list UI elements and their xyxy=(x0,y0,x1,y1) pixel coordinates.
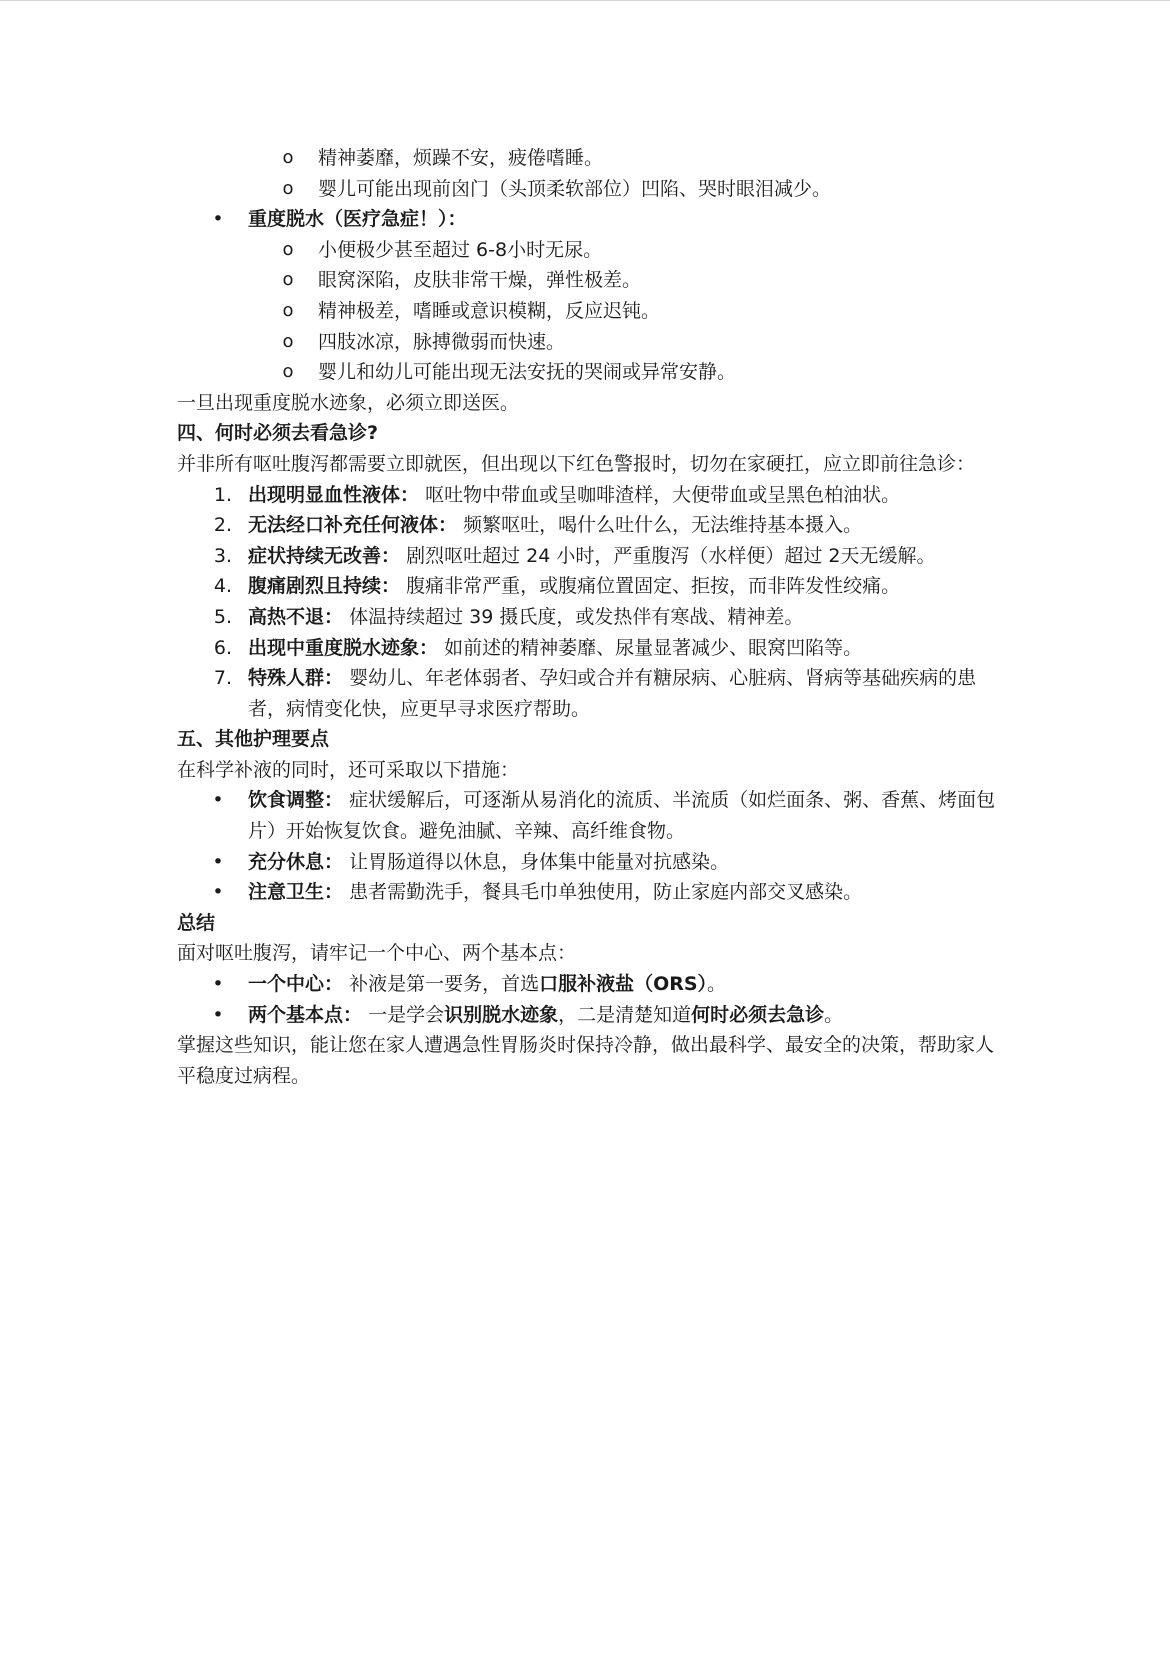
list-item xyxy=(177,357,997,388)
list-item xyxy=(177,785,997,846)
list-item-text: 剧烈呕吐超过 24 小时，严重腹泻（水样便）超过 2天无缓解。 xyxy=(406,544,936,567)
list-item-text: 小便极少甚至超过 6-8小时无尿。 xyxy=(318,238,603,261)
circle-bullet-icon: o xyxy=(282,299,294,321)
circle-bullet-icon: o xyxy=(282,269,294,291)
list-item-text: 症状缓解后，可逐渐从易消化的流质、半流质（如烂面条、粥、香蕉、烤面包片）开始恢复饮食。避免油腻、辛辣、高纤维食物。 xyxy=(248,789,996,843)
bullet-icon: • xyxy=(212,973,224,996)
list-item-text: 频繁呕吐，喝什么吐什么，无法维持基本摄入。 xyxy=(463,514,863,537)
list-item-text: 患者需勤洗手，餐具毛巾单独使用，防止家庭内部交叉感染。 xyxy=(349,881,863,904)
list-item-text: 一是学会 xyxy=(368,1003,445,1026)
list-item xyxy=(177,877,997,908)
circle-bullet-icon: o xyxy=(282,177,294,199)
list-item-text: 如前述的精神萎靡、尿量显著减少、眼窝凹陷等。 xyxy=(444,636,863,659)
circle-bullet-icon: o xyxy=(282,361,294,383)
severe-dehydration-list xyxy=(177,235,997,388)
summary-list xyxy=(177,969,997,1030)
list-item-text: 体温持续超过 39 摄氏度，或发热伴有寒战、精神差。 xyxy=(349,605,804,628)
list-item-text: 四肢冰凉，脉搏微弱而快速。 xyxy=(318,330,566,353)
list-item-text: 婴幼儿、年老体弱者、孕妇或合并有糖尿病、心脏病、肾病等基础疾病的患者，病情变化快，应更早寻求医疗帮助。 xyxy=(248,667,977,720)
list-number: 4. xyxy=(213,575,232,598)
bullet-icon: • xyxy=(212,850,224,873)
ors-highlight: 口服补液盐（ORS） xyxy=(539,973,708,996)
section-4-heading: 四、何时必须去看急诊? xyxy=(177,422,379,445)
emergency-signs-list xyxy=(177,480,997,725)
list-item-label: 无法经口补充任何液体： xyxy=(248,514,458,537)
list-item-label: 一个中心： xyxy=(248,973,344,996)
list-item-text: 补液是第一要务，首选 xyxy=(349,973,540,996)
list-item xyxy=(177,296,997,327)
bullet-icon: • xyxy=(212,789,224,812)
list-number: 1. xyxy=(213,483,232,506)
list-item-label: 注意卫生： xyxy=(248,881,344,904)
list-item-label: 充分休息： xyxy=(248,850,344,873)
list-item xyxy=(177,541,997,572)
moderate-dehydration-list xyxy=(177,143,997,204)
list-item-text: 让胃肠道得以休息，身体集中能量对抗感染。 xyxy=(349,850,730,873)
list-item-text: 眼窝深陷，皮肤非常干燥，弹性极差。 xyxy=(318,269,642,292)
list-item-text: 。 xyxy=(707,973,727,996)
list-item xyxy=(177,663,997,724)
list-item xyxy=(177,174,997,205)
list-item-text: 呕吐物中带血或呈咖啡渣样，大便带血或呈黑色柏油状。 xyxy=(425,483,901,506)
severe-dehydration-note: 一旦出现重度脱水迹象，必须立即送医。 xyxy=(177,391,520,414)
bullet-icon: • xyxy=(212,208,224,231)
section-4-intro: 并非所有呕吐腹泻都需要立即就医，但出现以下红色警报时，切勿在家硬扛，应立即前往急诊： xyxy=(177,452,976,475)
list-item-text: 婴儿可能出现前囟门（头顶柔软部位）凹陷、哭时眼泪减少。 xyxy=(318,177,832,200)
closing-paragraph: 掌握这些知识，能让您在家人遭遇急性胃肠炎时保持冷静，做出最科学、最安全的决策，帮助家人平稳度过病程。 xyxy=(177,1034,995,1087)
emergency-highlight: 何时必须去急诊 xyxy=(691,1003,825,1026)
list-number: 5. xyxy=(213,605,232,628)
list-item-text: 腹痛非常严重，或腹痛位置固定、拒按，而非阵发性绞痛。 xyxy=(406,575,901,598)
summary-intro: 面对呕吐腹泻，请牢记一个中心、两个基本点： xyxy=(177,942,577,965)
list-item-label: 饮食调整： xyxy=(248,789,344,812)
list-item xyxy=(177,969,997,1000)
list-item xyxy=(177,327,997,358)
list-item-text: ，二是清楚知道 xyxy=(558,1003,692,1026)
list-item-label: 特殊人群： xyxy=(248,667,344,690)
list-item-label: 腹痛剧烈且持续： xyxy=(248,575,401,598)
section-5-intro: 在科学补液的同时，还可采取以下措施： xyxy=(177,758,520,781)
list-item xyxy=(177,602,997,633)
list-item-text: 精神极差，嗜睡或意识模糊，反应迟钝。 xyxy=(318,299,661,322)
document-body xyxy=(177,143,997,1091)
list-number: 2. xyxy=(213,514,232,537)
list-item xyxy=(177,571,997,602)
circle-bullet-icon: o xyxy=(282,238,294,260)
list-item xyxy=(177,847,997,878)
section-5-heading: 五、其他护理要点 xyxy=(177,728,330,751)
list-number: 6. xyxy=(213,636,232,659)
list-item xyxy=(177,510,997,541)
summary-heading: 总结 xyxy=(177,911,216,934)
circle-bullet-icon: o xyxy=(282,330,294,352)
list-number: 7. xyxy=(213,667,232,690)
bullet-icon: • xyxy=(212,1003,224,1026)
list-item xyxy=(177,204,997,235)
list-item-text: 。 xyxy=(824,1003,844,1026)
dehydration-highlight: 识别脱水迹象 xyxy=(444,1003,559,1026)
list-item-label: 出现中重度脱水迹象： xyxy=(248,636,439,659)
list-item xyxy=(177,480,997,511)
severe-dehydration-section xyxy=(177,204,997,235)
list-item xyxy=(177,1000,997,1031)
bullet-icon: • xyxy=(212,881,224,904)
list-item-text: 婴儿和幼儿可能出现无法安抚的哭闹或异常安静。 xyxy=(318,361,737,384)
list-item-label: 出现明显血性液体： xyxy=(248,483,420,506)
list-item-text: 精神萎靡，烦躁不安，疲倦嗜睡。 xyxy=(318,147,604,169)
list-item-label: 高热不退： xyxy=(248,605,344,628)
list-item xyxy=(177,235,997,266)
list-item xyxy=(177,633,997,664)
list-item-label: 两个基本点： xyxy=(248,1003,363,1026)
care-tips-list xyxy=(177,785,997,907)
list-number: 3. xyxy=(213,544,232,567)
severe-dehydration-label: 重度脱水（医疗急症！）： xyxy=(248,208,467,231)
list-item xyxy=(177,143,997,174)
list-item-label: 症状持续无改善： xyxy=(248,544,401,567)
circle-bullet-icon: o xyxy=(282,147,294,168)
list-item xyxy=(177,265,997,296)
